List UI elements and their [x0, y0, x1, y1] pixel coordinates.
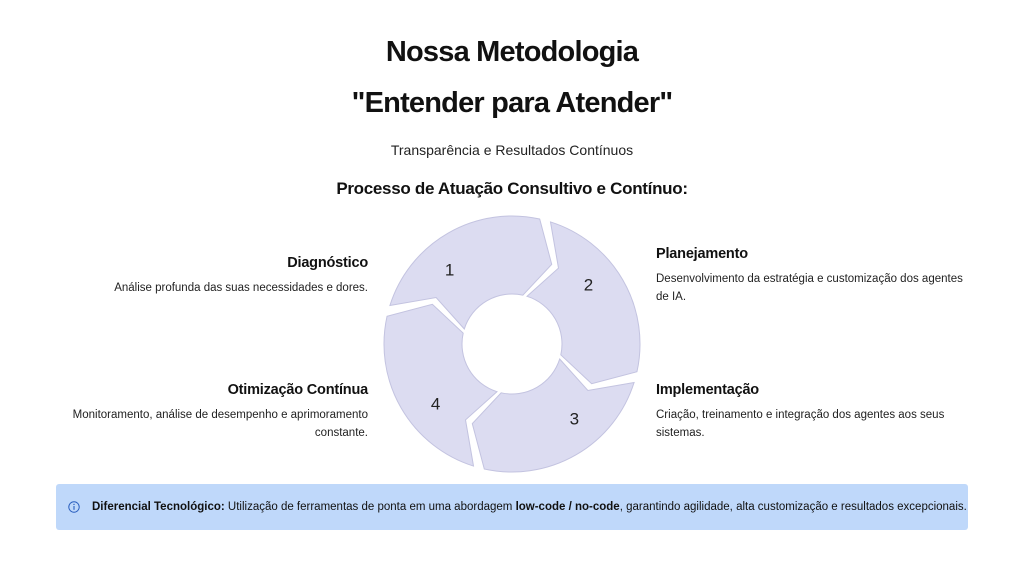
step-description: Desenvolvimento da estratégia e customização dos agentes de IA. [656, 273, 963, 303]
banner-highlight: low-code / no-code [515, 501, 620, 513]
step-title: Otimização Contínua [227, 382, 368, 398]
info-banner [56, 484, 968, 530]
info-icon [68, 501, 80, 513]
step-title: Implementação [656, 382, 759, 398]
cycle-number-4: 4 [430, 394, 441, 414]
step-implementacao [656, 382, 976, 442]
step-diagnostico [80, 255, 368, 297]
step-description: Criação, treinamento e integração dos agentes aos seus sistemas. [656, 409, 945, 439]
banner-text-after: , garantindo agilidade, alta customização e resultados excepcionais. [619, 501, 967, 513]
step-description: Monitoramento, análise de desempenho e aprimoramento constante. [72, 409, 368, 439]
cycle-number-2: 2 [583, 275, 594, 295]
cycle-diagram [380, 212, 644, 476]
step-title: Planejamento [656, 246, 748, 262]
banner-text [92, 501, 967, 513]
page-title: Nossa Metodologia [385, 36, 639, 68]
process-heading: Processo de Atuação Consultivo e Contínuo: [336, 179, 688, 198]
cycle-number-3: 3 [569, 409, 580, 429]
step-description: Análise profunda das suas necessidades e dores. [114, 282, 368, 294]
banner-label: Diferencial Tecnológico: [92, 501, 225, 513]
step-title: Diagnóstico [287, 255, 368, 271]
subtitle: Transparência e Resultados Contínuos [390, 142, 634, 158]
cycle-number-1: 1 [444, 260, 455, 280]
step-otimizacao [60, 382, 368, 442]
step-planejamento [656, 246, 976, 306]
banner-text-before: Utilização de ferramentas de ponta em uma abordagem [224, 501, 516, 513]
slogan: "Entender para Atender" [351, 87, 673, 119]
